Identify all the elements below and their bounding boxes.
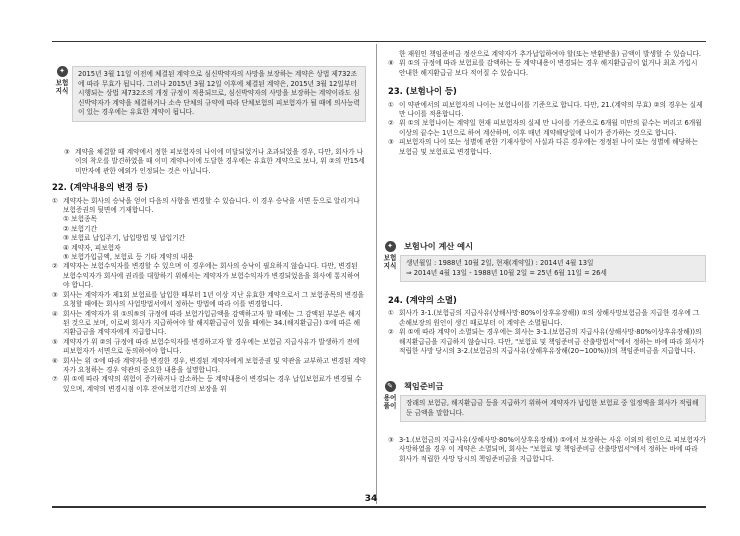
tip-content: 2015년 3월 11일 이전에 체결된 계약으로 심신박약자의 사망을 보장하는 계약은 상법 제732조에 따라 무효가 됩니다. 그러나 2015년 3월 12일 이후에 체결된 계약은, 2015년 3월 12일부터 시행되는 상법 제732조의 개정 규정이 적용되므로, 심신박약자의 사망을 보장하는 계약이라도 심신박약자가 계약을 체결하거나 소속 단체의 규약에 따라 단체보험의 피보험자가 될 때에 의사능력이 있는 경우에는 유효한 계약이 됩니다. <box>72 66 366 122</box>
paragraph: ② 위 ①에 따라 계약이 소멸되는 경우에는 회사는 3-1.(보험금의 지급사유(상해사망·80%이상후유장해))의 해지환급금을 지급하지 않습니다. 다만, "보험료 및 책임준비금 산출방법서"에서 정하는 바에 따라 회사가 적립한 사망 당시의 3-2.(보험금의 지급사유(상해후유장해(20~100%)))의 책임준비금을 지급합니다. <box>388 328 705 356</box>
paragraph: ① 회사가 3-1.(보험금의 지급사유(상해사망·80%이상후유장해)) ①의 상해사망보험금을 지급한 경우에 그 손해보장의 원인이 생긴 때로부터 이 계약은 소멸됩니다. <box>388 309 700 327</box>
page-number: 34 <box>364 494 378 504</box>
header-rule <box>52 41 706 42</box>
term-content: 장래의 보험금, 해지환급금 등을 지급하기 위하여 계약자가 납입한 보험료 중 일정액을 회사가 적립해 둔 금액을 말합니다. <box>400 395 706 422</box>
calc-title: 보험나이 계산 예시 <box>404 241 473 251</box>
list-item: ② 보험기간 <box>63 224 97 233</box>
right-column-mid <box>388 296 706 356</box>
list-item: ③ 보험료 납입주기, 납입방법 및 납입기간 <box>63 234 186 243</box>
lightbulb-icon: ✦ <box>385 241 396 252</box>
paragraph: ③ 3-1.(보험금의 지급사유(상해사망·80%이상후유장해)) ①에서 보장하는 사유 이외의 원인으로 피보험자가 사망하였을 경우 이 계약은 소멸되며, 회사는 "보험료 및 책임준비금 산출방법서"에서 정하는 바에 따라 회사가 적립한 사망 당시의 책임준비금을 지급합니다. <box>388 436 706 463</box>
paragraph: ⑤ 계약자가 위 ②의 규정에 따라 보험수익자를 변경하고자 할 경우에는 보험금 지급사유가 발생하기 전에 피보험자가 서면으로 동의하여야 합니다. <box>52 337 360 356</box>
calc-line: 생년월일 : 1988년 10월 2일, 현재(계약일) : 2014년 4월 13일 <box>406 259 594 267</box>
list-item: ⑤ 보험가입금액, 보험료 등 기타 계약의 내용 <box>63 253 194 262</box>
paragraph: 한 재원인 책임준비금 정산으로 계약자가 추가납입하여야 할(또는 반환받을) 금액이 발생할 수 있습니다. <box>399 50 702 58</box>
paragraph: ① 이 약관에서의 피보험자의 나이는 보험나이를 기준으로 합니다. 다만, 21.(계약의 무효) ②의 경우는 실제 만 나이를 적용합니다. <box>388 100 703 119</box>
list-item: ④ 계약자, 피보험자 <box>63 243 121 252</box>
section-24-title: 24. (계약의 소멸) <box>388 295 457 305</box>
lightbulb-icon: ✦ <box>57 66 68 77</box>
right-column-top <box>388 50 706 157</box>
paragraph: ⑦ 위 ①에 따라 계약의 위험이 증가하거나 감소하는 등 계약내용이 변경되는 경우 납입보험료가 변경될 수 있으며, 계약의 변경시점 이후 잔여보험기간의 보장을 위 <box>52 375 362 393</box>
paragraph: ⑧ 위 ①의 규정에 따라 보험료를 감액하는 등 계약내용이 변경되는 경우 해지환급금이 없거나 최초 가입시 안내한 해지환급금 보다 적어질 수 있습니다. <box>388 59 698 77</box>
list-item: ① 보험종목 <box>63 215 97 224</box>
paragraph: ⑥ 회사는 위 ①에 따라 계약자를 변경한 경우, 변경된 계약자에게 보험증권 및 약관을 교부하고 변경된 계약자가 요청하는 경우 약관의 중요한 내용을 설명합니다. <box>52 356 366 374</box>
section-23-title: 23. (보험나이 등) <box>388 86 457 97</box>
tip-label: 보험 지식 <box>55 79 69 95</box>
insurance-tip-box <box>52 66 366 122</box>
right-column-bottom <box>388 436 706 464</box>
change-list <box>52 215 366 262</box>
section-22-title: 22. (계약내용의 변경 등) <box>52 182 148 193</box>
calc-line: ⇒ 2014년 4월 13일 - 1988년 10월 2일 = 25년 6월 11일 = 26세 <box>406 268 607 277</box>
left-column <box>52 148 366 394</box>
term-title: 책임준비금 <box>404 381 444 391</box>
paragraph: ③ 피보험자의 나이 또는 성별에 관한 기재사항이 사실과 다른 경우에는 정정된 나이 또는 성별에 해당하는 보험금 및 보험료로 변경합니다. <box>388 138 698 156</box>
paragraph: ② 계약자는 보험수익자를 변경할 수 있으며 이 경우에는 회사의 승낙이 필요하지 않습니다. 다만, 변경된 보험수익자가 회사에 권리를 대항하기 위해서는 계약자가 보험수익자가 변경되었음을 회사에 통지하여야 합니다. <box>52 262 360 290</box>
calc-label: 보험 지식 <box>383 254 397 270</box>
paragraph: ① 계약자는 회사의 승낙을 얻어 다음의 사항을 변경할 수 있습니다. 이 경우 승낙을 서면 등으로 알리거나 보험증권의 뒷면에 기재합니다. <box>52 196 360 215</box>
paragraph: ② 위 ①의 보험나이는 계약일 현재 피보험자의 실제 만 나이를 기준으로 6개월 미만의 끝수는 버리고 6개월 이상의 끝수는 1년으로 하여 계산하며, 이후 매년 계약해당일에 나이가 증가하는 것으로 합니다. <box>388 119 702 137</box>
book-icon: ✎ <box>385 381 396 392</box>
paragraph: ④ 회사는 계약자가 위 ①의⑤의 규정에 따라 보험가입금액을 감액하고자 할 때에는 그 감액된 부분은 해지된 것으로 보며, 이로써 회사가 지급하여야 할 해지환급금이 있을 때에는 34.(해지환급금) ①에 따른 해지환급금을 계약자에게 지급합니다. <box>52 309 362 337</box>
paragraph: ③ 회사는 계약자가 제1회 보험료를 납입한 때부터 1년 이상 지난 유효한 계약으로서 그 보험종목의 변경을 요청할 때에는 회사의 사업방법서에서 정하는 방법에 따라 이를 변경합니다. <box>52 290 365 309</box>
term-label: 용어 풀이 <box>383 394 397 410</box>
paragraph: ③ 계약을 체결할 때 계약에서 정한 피보험자의 나이에 미달되었거나 초과되었을 경우, 다만, 회사가 나이의 착오를 발견하였을 때 이미 계약나이에 도달한 경우에는 유효한 계약으로 보나, 위 ②의 만15세 미만자에 관한 예외가 인정되는 것은 아닙니다. <box>64 148 365 175</box>
term-box <box>380 381 706 422</box>
footer-rule <box>52 506 706 508</box>
age-calc-box <box>380 241 706 282</box>
column-divider <box>376 44 377 504</box>
